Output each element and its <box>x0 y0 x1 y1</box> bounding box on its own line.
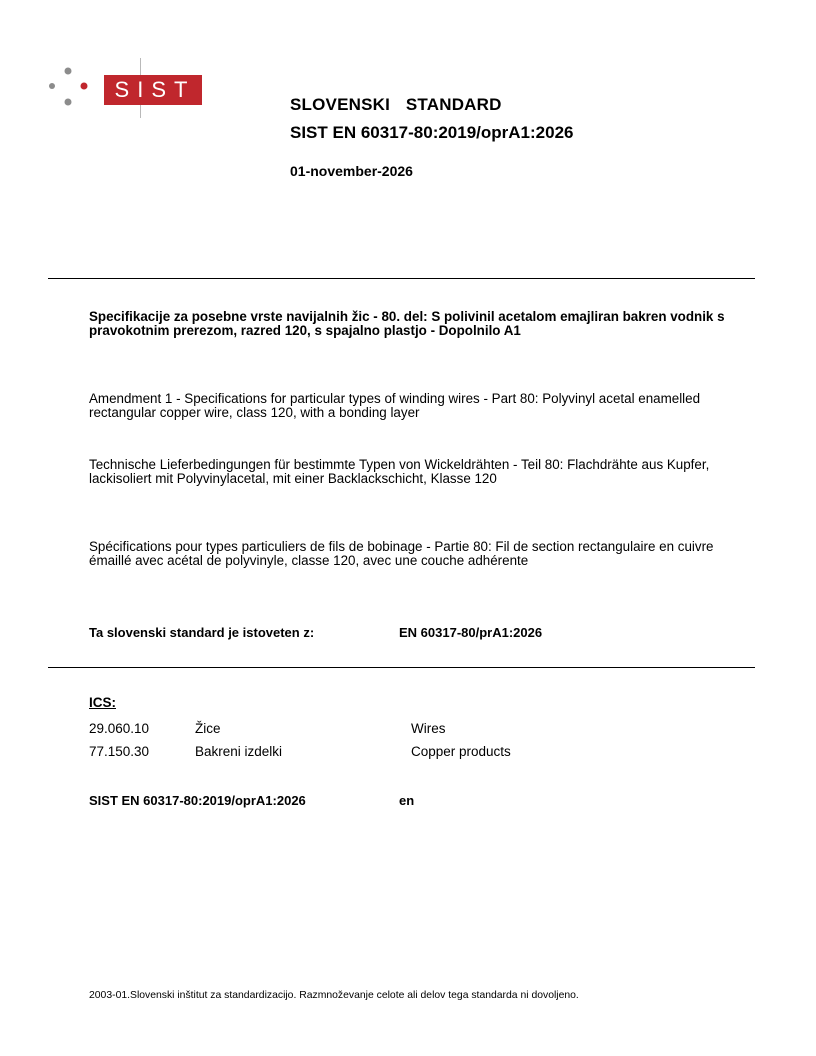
document-type-heading: SLOVENSKI STANDARD <box>290 95 502 114</box>
ics-code: 77.150.30 <box>89 744 150 759</box>
ics-code: 29.060.10 <box>89 721 150 736</box>
title-german: Technische Lieferbedingungen für bestimmte Typen von Wickeldrähten - Teil 80: Flachdrähte aus Kupfer, lackisoliert mit Polyvinylacetal, mit einer Backlackschicht, Klasse 120 <box>89 457 710 486</box>
identical-to-label: Ta slovenski standard je istoveten z: <box>89 625 315 640</box>
bottom-divider <box>48 667 755 668</box>
logo-divider <box>140 58 141 75</box>
title-french: Spécifications pour types particuliers de fils de bobinage - Partie 80: Fil de section rectangulaire en cuivre émaillé avec acétal de polyvinyle, classe 120, avec une couche adhérente <box>89 539 714 568</box>
ics-row <box>89 721 729 741</box>
ics-name-en: Wires <box>411 721 446 736</box>
sist-logo-dots <box>48 66 88 110</box>
ics-row <box>89 744 729 764</box>
publication-date: 01-november-2026 <box>290 163 413 179</box>
ics-name-en: Copper products <box>411 744 511 759</box>
title-slovenian: Specifikacije za posebne vrste navijalnih žic - 80. del: S polivinil acetalom emajliran bakren vodnik s pravokotnim prerezom, razred 120, s spajalno plastjo - Dopolnilo A1 <box>89 309 725 338</box>
standard-code-heading: SIST EN 60317-80:2019/oprA1:2026 <box>290 123 574 142</box>
ics-heading: ICS: <box>89 695 116 710</box>
top-divider <box>48 278 755 279</box>
footer-standard-code: SIST EN 60317-80:2019/oprA1:2026 <box>89 793 306 808</box>
logo-divider-bottom <box>140 105 141 118</box>
footer-language: en <box>399 793 415 808</box>
ics-name-sl: Žice <box>195 721 221 736</box>
ics-name-sl: Bakreni izdelki <box>195 744 283 759</box>
copyright-notice: 2003-01.Slovenski inštitut za standardizacijo. Razmnoževanje celote ali delov tega standarda ni dovoljeno. <box>89 990 579 1001</box>
identical-to-value: EN 60317-80/prA1:2026 <box>399 625 543 640</box>
sist-logo: SIST <box>104 75 202 105</box>
title-english: Amendment 1 - Specifications for particular types of winding wires - Part 80: Polyvinyl acetal enamelled rectangular copper wire, class 120, with a bonding layer <box>89 391 701 420</box>
